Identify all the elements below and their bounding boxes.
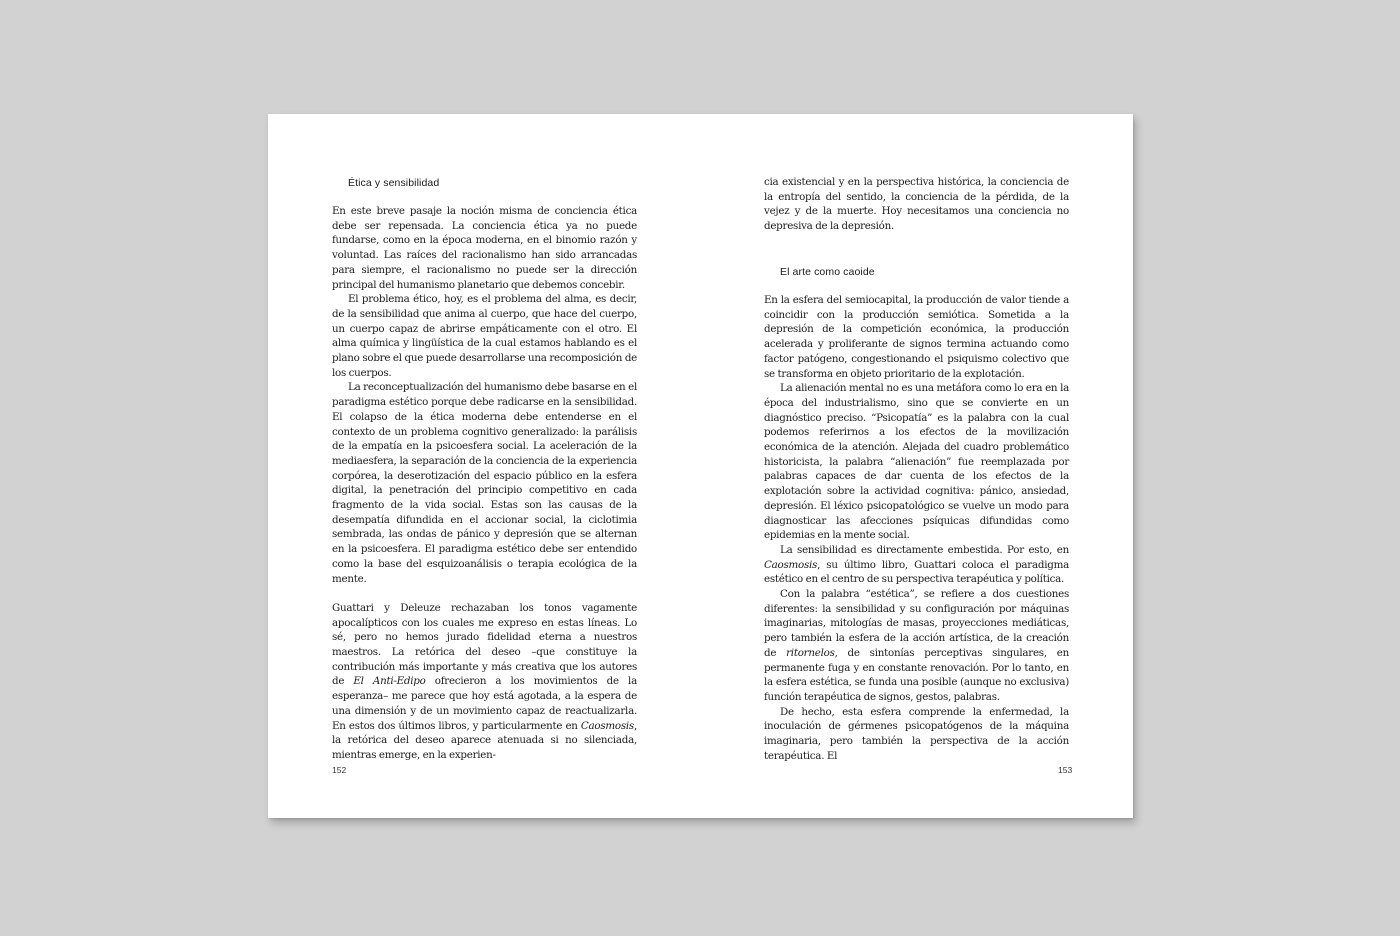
text-run: ofrecieron a los movimientos de la esperanza– me parece que hoy está agotada, a la espera de una dimensión y de un movimiento capaz de reactualizarla. En estos dos últimos libros, y particularmente en — [332, 675, 637, 732]
book-title-anti-edipo: El Anti-Edipo — [353, 675, 426, 688]
paragraph: La reconceptualización del humanismo debe basarse en el paradigma estético porque debe radicarse en la sensibilidad. El colapso de la ética moderna debe entenderse en el contexto de un problema cognitivo generalizado: la parálisis de la empatía en la psicoesfera social. La aceleración de la mediaesfera, la separación de la conciencia de la experiencia corpórea, la deserotización del espacio público en la esfera digital, la penetración del principio competitivo en cada fragmento de la vida social. Estas son las causas de la desempatía difundida en el accionar social, la ciclotimia sembrada, las ondas de pánico y depresión que se alternan en la psicoesfera. El paradigma estético debe ser entendido como la base del esquizoanálisis o terapia ecológica de la mente. — [332, 381, 637, 585]
paragraph: cia existencial y en la perspectiva histórica, la conciencia de la entropía del sentido, la conciencia de la pérdida, de la vejez y de la muerte. Hoy necesitamos una conciencia no depresiva de la depresión. — [764, 176, 1069, 233]
left-page — [268, 114, 700, 818]
paragraph-break — [332, 586, 637, 601]
text-run: , su último libro, Guattari coloca el paradigma estético en el centro de su perspectiva terapéutica y política. — [764, 558, 1069, 586]
text-run: Con la palabra “estética”, se refiere a dos cuestiones diferentes: la sensibilidad y su configuración por máquinas imaginarias, mitologías de masas, proyecciones mediáticas, pero también la esfera de la acción artística, de la creación de — [764, 588, 1069, 659]
book-spread — [268, 114, 1133, 818]
paragraph: En la esfera del semiocapital, la producción de valor tiende a coincidir con la producción semiótica. Sometida a la depresión de la competición económica, la producción acelerada y proliferante de signos termina actuando como factor patógeno, congestionando el psiquismo colectivo que se transforma en objeto prioritario de la explotación. — [764, 294, 1069, 380]
right-page-body — [764, 293, 1069, 764]
page-number: 153 — [1058, 765, 1073, 775]
right-page-continuation — [764, 175, 1069, 234]
page-number: 152 — [332, 765, 347, 775]
text-run: , de sintonías perceptivas singulares, en permanente fuga y en constante renovación. Por lo tanto, en la esfera estética, se funda una posible (aunque no exclusiva) función terapéutica de signos, gestos, palabras. — [764, 646, 1069, 703]
paragraph: En este breve pasaje la noción misma de conciencia ética debe ser repensada. La conciencia ética ya no puede fundarse, como en la época moderna, en el binomio razón y voluntad. Las raíces del racionalismo han sido arrancadas para siempre, el racionalismo no puede ser la dirección principal del humanismo planetario que debemos concebir. — [332, 205, 637, 291]
text-run: Guattari y Deleuze rechazaban los tonos vagamente apocalípticos con los cuales me expreso en estas líneas. Lo sé, pero no hemos jurado fidelidad eterna a nuestros maestros. La retórica del deseo –que constituye la contribución más importante y más creativa que los autores de — [332, 601, 637, 688]
paragraph — [764, 543, 1069, 587]
text-run: , la retórica del deseo aparece atenuada si no silenciada, mientras emerge, en la experien- — [332, 719, 637, 761]
paragraph — [764, 587, 1069, 705]
running-head: Ética y sensibilidad — [348, 177, 440, 189]
paragraph: La alienación mental no es una metáfora como lo era en la época del industrialismo, sino que se convierte en un diagnóstico preciso. “Psicopatía” es la palabra con la cual podemos referirnos a los efectos de la movilización económica de la atención. Alejada del cuadro problemático historicista, la palabra “alienación” fue reemplazada por palabras capaces de dar cuenta de los efectos de la explotación sobre la actividad cognitiva: pánico, ansiedad, depresión. El léxico psicopatológico se vuelve un modo para diagnosticar las afecciones psíquicas difundidas como epidemias en la mente social. — [764, 382, 1069, 542]
book-title-caosmosis: Caosmosis — [580, 719, 634, 732]
paragraph: De hecho, esta esfera comprende la enfermedad, la inoculación de gérmenes psicopatógenos de la máquina imaginaria, pero también la perspectiva de la acción terapéutica. El — [764, 705, 1069, 762]
paragraph — [332, 601, 637, 763]
paragraph: El problema ético, hoy, es el problema del alma, es decir, de la sensibilidad que anima al cuerpo, que hace del cuerpo, un cuerpo capaz de abrirse empáticamente con el otro. El alma química y lingüística de la cual estamos hablando es el plano sobre el que puede desarrollarse una recomposición de los cuerpos. — [332, 293, 637, 379]
left-page-body — [332, 204, 637, 763]
book-title-caosmosis: Caosmosis — [764, 558, 818, 571]
term-ritornelos: ritornelos — [786, 646, 835, 659]
section-heading: El arte como caoide — [780, 266, 875, 278]
right-page — [700, 114, 1133, 818]
text-run: La sensibilidad es directamente embestida. Por esto, en — [780, 543, 1069, 556]
